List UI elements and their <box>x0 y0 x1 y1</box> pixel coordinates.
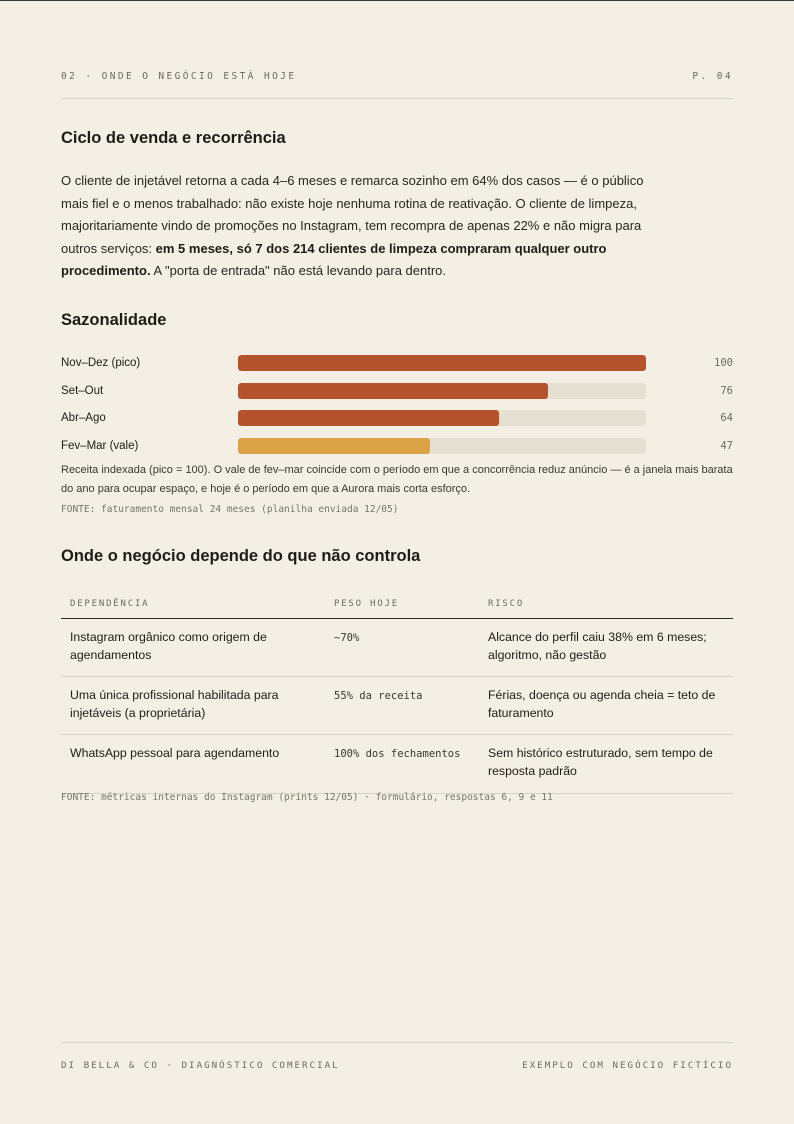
weight-cell: 100% dos fechamentos <box>325 735 479 793</box>
cycle-text-2: A "porta de entrada" não está levando para dentro. <box>150 263 447 279</box>
table-row <box>61 619 733 677</box>
table-row <box>61 735 733 793</box>
risk-cell: Sem histórico estruturado, sem tempo de resposta padrão <box>479 735 733 793</box>
dependency-cell: WhatsApp pessoal para agendamento <box>61 735 325 793</box>
bar-fill <box>238 438 430 454</box>
page-footer <box>61 1060 733 1072</box>
seasonality-source: FONTE: faturamento mensal 24 meses (planilha enviada 12/05) <box>61 504 399 515</box>
bar-fill <box>238 410 499 426</box>
bar-fill <box>238 383 548 399</box>
bar-value: 76 <box>720 384 733 397</box>
bar-fill <box>238 355 646 371</box>
header-divider <box>61 98 733 99</box>
cycle-text-bold: em 5 meses, só 7 dos 214 clientes de limpeza compraram qualquer outro procedimento. <box>61 240 607 279</box>
seasonality-note: Receita indexada (pico = 100). O vale de fev–mar coincide com o período em que a concorrência reduz anúncio — é a janela mais barata do ano para ocupar espaço, e hoje é o período em que a Aurora mais corta esforço. <box>61 464 733 495</box>
bar-row <box>61 408 733 436</box>
bar-track <box>238 438 646 454</box>
dependency-cell: Uma única profissional habilitada para injetáveis (a proprietária) <box>61 677 325 735</box>
footer-disclaimer: EXEMPLO COM NEGÓCIO FICTÍCIO <box>522 1060 733 1071</box>
page-header <box>61 71 733 83</box>
weight-cell: ~70% <box>325 619 479 677</box>
section-label: 02 · ONDE O NEGÓCIO ESTÁ HOJE <box>61 71 297 82</box>
bar-value: 100 <box>714 357 733 369</box>
bar-label: Nov–Dez (pico) <box>61 357 141 369</box>
bar-row <box>61 353 733 381</box>
report-page <box>61 1 733 1124</box>
table-row <box>61 677 733 735</box>
table-header-row <box>61 589 733 619</box>
column-header: DEPENDÊNCIA <box>61 589 325 619</box>
column-header: RISCO <box>479 589 733 619</box>
column-header: PESO HOJE <box>325 589 479 619</box>
cycle-paragraph <box>61 170 661 283</box>
seasonality-heading: Sazonalidade <box>61 311 167 329</box>
risk-cell: Férias, doença ou agenda cheia = teto de faturamento <box>479 677 733 735</box>
cycle-text-1: O cliente de injetável retorna a cada 4–6 meses e remarca sozinho em 64% dos casos — é o público mais fiel e o menos trabalhado: não existe hoje nenhuma rotina de reativação. O cliente de limpeza, majoritariamente vindo de promoções no Instagram, tem recompra de apenas 22% e não migra para outros serviços: <box>61 173 644 256</box>
bar-value: 64 <box>720 412 733 424</box>
bar-label: Fev–Mar (vale) <box>61 439 139 452</box>
cycle-heading: Ciclo de venda e recorrência <box>61 129 286 147</box>
page-number: P. 04 <box>692 71 733 82</box>
bar-label: Set–Out <box>61 384 104 397</box>
seasonality-bar-chart <box>61 353 733 463</box>
risk-cell: Alcance do perfil caiu 38% em 6 meses; algoritmo, não gestão <box>479 619 733 677</box>
bar-track <box>238 383 646 399</box>
dependencies-table <box>61 589 733 794</box>
dependencies-heading: Onde o negócio depende do que não controla <box>61 547 421 565</box>
bar-row <box>61 436 733 464</box>
dependencies-source: FONTE: métricas internas do Instagram (prints 12/05) · formulário, respostas 6, 9 e 11 <box>61 792 553 803</box>
footer-brand: DI BELLA & CO · DIAGNÓSTICO COMERCIAL <box>61 1060 340 1071</box>
bar-value: 47 <box>720 439 733 452</box>
bar-row <box>61 381 733 409</box>
bar-track <box>238 410 646 426</box>
bar-label: Abr–Ago <box>61 412 106 424</box>
dependency-cell: Instagram orgânico como origem de agendamentos <box>61 619 325 677</box>
bar-track <box>238 355 646 371</box>
footer-divider <box>61 1042 733 1043</box>
weight-cell: 55% da receita <box>325 677 479 735</box>
